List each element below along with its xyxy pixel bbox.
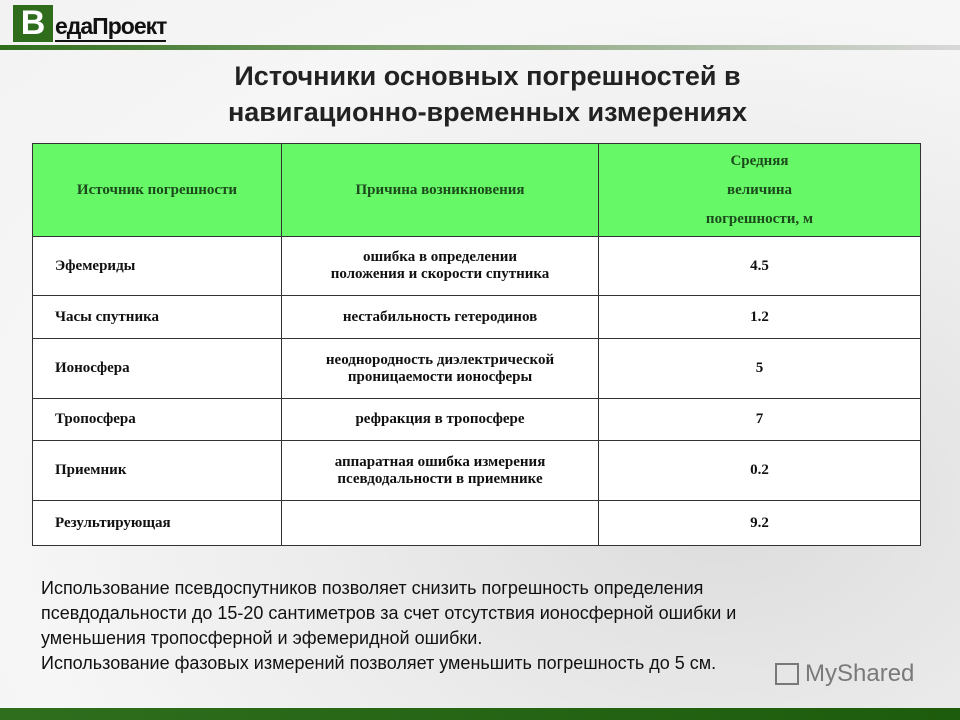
cause-line: неоднородность диэлектрической [325, 351, 555, 368]
source-cell: Тропосфера [33, 399, 282, 441]
slide-title [0, 58, 960, 130]
header-cause: Причина возникновения [282, 144, 599, 237]
presentation-icon [775, 663, 799, 685]
header-divider [0, 45, 960, 50]
cause-cell [282, 339, 599, 399]
cause-line: аппаратная ошибка измерения [334, 453, 546, 470]
watermark [775, 660, 914, 688]
note-line: уменьшения тропосферной и эфемеридной ошибки. [41, 628, 483, 648]
cause-cell [282, 237, 599, 296]
cause-line: проницаемости ионосферы [347, 368, 533, 385]
cause-cell [282, 501, 599, 546]
cause-cell [282, 296, 599, 339]
source-cell: Ионосфера [33, 339, 282, 399]
cause-cell [282, 399, 599, 441]
notes [41, 576, 736, 676]
header-line: величина [726, 181, 793, 198]
table-row [33, 237, 921, 296]
cause-line: псевдодальности в приемнике [337, 470, 543, 487]
header-source: Источник погрешности [33, 144, 282, 237]
header-line: Средняя [730, 152, 789, 169]
table-row [33, 339, 921, 399]
value-cell: 7 [599, 399, 921, 441]
table-row [33, 441, 921, 501]
logo-text: едаПроект [55, 13, 166, 42]
source-cell: Эфемериды [33, 237, 282, 296]
source-cell: Приемник [33, 441, 282, 501]
cause-line: положения и скорости спутника [330, 266, 550, 282]
value-cell: 1.2 [599, 296, 921, 339]
source-cell: Результирующая [33, 501, 282, 546]
table-row [33, 399, 921, 441]
note-line: Использование фазовых измерений позволяет уменьшить погрешность до 5 см. [41, 653, 717, 673]
header-line: погрешности, м [705, 210, 814, 227]
footer-bar [0, 708, 960, 720]
header-value [599, 144, 921, 237]
table-header [33, 144, 921, 237]
table-row [33, 296, 921, 339]
note-line: псевдодальности до 15-20 сантиметров за счет отсутствия ионосферной ошибки и [41, 603, 737, 623]
cause-line: нестабильность гетеродинов [342, 308, 538, 325]
value-cell: 4.5 [599, 237, 921, 296]
cause-cell [282, 441, 599, 501]
logo [13, 5, 166, 42]
value-cell: 9.2 [599, 501, 921, 546]
watermark-text: MyShared [805, 660, 915, 687]
cause-line: ошибка в определении [362, 249, 517, 265]
value-cell: 0.2 [599, 441, 921, 501]
table-row [33, 501, 921, 546]
source-cell: Часы спутника [33, 296, 282, 339]
cause-line: рефракция в тропосфере [355, 411, 525, 427]
value-cell: 5 [599, 339, 921, 399]
title-line: Источники основных погрешностей в [234, 61, 741, 91]
logo-letter: В [13, 5, 53, 42]
error-sources-table [32, 143, 921, 546]
note-line: Использование псевдоспутников позволяет снизить погрешность определения [41, 578, 704, 598]
title-line: навигационно-временных измерениях [227, 97, 748, 127]
